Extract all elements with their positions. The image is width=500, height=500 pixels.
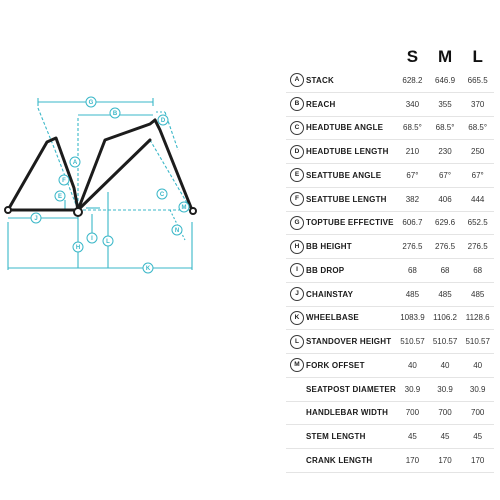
value-size-s: 606.7 [396, 211, 429, 235]
diagram-label-e [55, 191, 65, 201]
value-size-m: 629.6 [429, 211, 462, 235]
row-letter-badge: J [290, 287, 304, 301]
diagram-label-b [110, 108, 120, 118]
value-size-m: 276.5 [429, 235, 462, 259]
measurement-name: FORK OFFSET [306, 354, 396, 378]
value-size-l: 1128.6 [461, 306, 494, 330]
row-letter-cell [286, 211, 306, 235]
value-size-s: 68.5° [396, 116, 429, 140]
measurement-name: STACK [306, 69, 396, 92]
diagram-label-n [172, 225, 182, 235]
rear-axle [5, 207, 11, 213]
row-letter-cell [286, 354, 306, 378]
measurement-name: HANDLEBAR WIDTH [306, 401, 396, 425]
svg-text:N: N [174, 228, 180, 234]
front-axle [190, 208, 196, 214]
diagram-label-j [31, 213, 41, 223]
value-size-m: 1106.2 [429, 306, 462, 330]
value-size-m: 510.57 [429, 330, 462, 354]
table-row [286, 449, 494, 473]
row-letter-cell [286, 187, 306, 211]
measurement-name: BB DROP [306, 259, 396, 283]
value-size-s: 510.57 [396, 330, 429, 354]
row-letter-cell [286, 425, 306, 449]
measurement-name: STEM LENGTH [306, 425, 396, 449]
measurement-name: REACH [306, 92, 396, 116]
value-size-l: 40 [461, 354, 494, 378]
table-row [286, 116, 494, 140]
value-size-m: 485 [429, 282, 462, 306]
geometry-table-body [286, 69, 494, 472]
measurement-name: SEATPOST DIAMETER [306, 377, 396, 401]
row-letter-cell [286, 259, 306, 283]
diagram-label-d [158, 115, 168, 125]
svg-text:J: J [34, 216, 38, 222]
diagram-label-h [73, 242, 83, 252]
row-letter-badge: M [290, 358, 304, 372]
value-size-l: 444 [461, 187, 494, 211]
svg-text:I: I [91, 236, 93, 242]
svg-text:E: E [57, 194, 63, 200]
row-letter-cell [286, 282, 306, 306]
value-size-m: 68 [429, 259, 462, 283]
diagram-label-i [87, 233, 97, 243]
value-size-l: 45 [461, 425, 494, 449]
svg-text:G: G [88, 100, 94, 106]
row-letter-cell [286, 449, 306, 473]
value-size-l: 250 [461, 140, 494, 164]
svg-text:K: K [145, 266, 151, 272]
value-size-s: 382 [396, 187, 429, 211]
row-letter-badge: I [290, 263, 304, 277]
measurement-name: BB HEIGHT [306, 235, 396, 259]
table-row [286, 69, 494, 92]
geometry-table [286, 45, 494, 473]
row-letter-cell [286, 92, 306, 116]
value-size-l: 68 [461, 259, 494, 283]
value-size-l: 370 [461, 92, 494, 116]
header-spacer [286, 45, 306, 69]
value-size-m: 68.5° [429, 116, 462, 140]
table-row [286, 354, 494, 378]
row-letter-badge: A [290, 73, 304, 87]
row-letter-badge: F [290, 192, 304, 206]
row-letter-badge: E [290, 168, 304, 182]
svg-text:A: A [72, 160, 78, 166]
value-size-l: 170 [461, 449, 494, 473]
measurement-name: SEATTUBE ANGLE [306, 164, 396, 188]
row-letter-badge: H [290, 240, 304, 254]
svg-text:D: D [160, 118, 166, 124]
measurement-name: SEATTUBE LENGTH [306, 187, 396, 211]
table-row [286, 425, 494, 449]
value-size-s: 30.9 [396, 377, 429, 401]
value-size-l: 652.5 [461, 211, 494, 235]
measurement-name: HEADTUBE ANGLE [306, 116, 396, 140]
value-size-m: 30.9 [429, 377, 462, 401]
row-letter-cell [286, 140, 306, 164]
value-size-l: 30.9 [461, 377, 494, 401]
value-size-s: 40 [396, 354, 429, 378]
svg-text:M: M [181, 205, 187, 211]
value-size-m: 355 [429, 92, 462, 116]
value-size-s: 700 [396, 401, 429, 425]
diagram-label-f [59, 175, 69, 185]
value-size-m: 40 [429, 354, 462, 378]
diagram-label-a [70, 157, 80, 167]
row-letter-badge: D [290, 145, 304, 159]
diagram-label-l [103, 236, 113, 246]
svg-text:F: F [62, 178, 66, 184]
value-size-l: 68.5° [461, 116, 494, 140]
row-letter-badge: G [290, 216, 304, 230]
size-header-row [286, 45, 494, 69]
table-row [286, 306, 494, 330]
value-size-m: 45 [429, 425, 462, 449]
row-letter-badge: L [290, 335, 304, 349]
svg-text:L: L [106, 239, 110, 245]
value-size-s: 210 [396, 140, 429, 164]
table-row [286, 282, 494, 306]
diagram-label-m [179, 202, 189, 212]
value-size-s: 485 [396, 282, 429, 306]
value-size-m: 406 [429, 187, 462, 211]
measurement-name: CRANK LENGTH [306, 449, 396, 473]
value-size-l: 485 [461, 282, 494, 306]
row-letter-cell [286, 330, 306, 354]
value-size-s: 67° [396, 164, 429, 188]
value-size-m: 170 [429, 449, 462, 473]
value-size-s: 340 [396, 92, 429, 116]
table-row [286, 259, 494, 283]
row-letter-cell [286, 69, 306, 92]
svg-text:H: H [75, 245, 81, 251]
diagram-label-k [143, 263, 153, 273]
row-letter-cell [286, 377, 306, 401]
diagram-label-c [157, 189, 167, 199]
value-size-s: 276.5 [396, 235, 429, 259]
diagram-label-g [86, 97, 96, 107]
size-header-m: M [437, 47, 453, 66]
row-letter-badge: K [290, 311, 304, 325]
row-letter-cell [286, 164, 306, 188]
value-size-s: 45 [396, 425, 429, 449]
table-row [286, 330, 494, 354]
bottom-bracket [74, 208, 82, 216]
row-letter-cell [286, 235, 306, 259]
measurement-name: CHAINSTAY [306, 282, 396, 306]
value-size-m: 700 [429, 401, 462, 425]
table-row [286, 187, 494, 211]
value-size-s: 68 [396, 259, 429, 283]
table-row [286, 235, 494, 259]
table-row [286, 211, 494, 235]
size-header-l: L [472, 47, 483, 66]
header-spacer [306, 45, 396, 69]
value-size-l: 700 [461, 401, 494, 425]
table-row [286, 377, 494, 401]
value-size-s: 1083.9 [396, 306, 429, 330]
table-row [286, 401, 494, 425]
measurement-name: STANDOVER HEIGHT [306, 330, 396, 354]
row-letter-badge: B [290, 97, 304, 111]
table-row [286, 140, 494, 164]
value-size-m: 230 [429, 140, 462, 164]
value-size-s: 628.2 [396, 69, 429, 92]
row-letter-badge: C [290, 121, 304, 135]
row-letter-cell [286, 306, 306, 330]
value-size-l: 67° [461, 164, 494, 188]
table-row [286, 92, 494, 116]
svg-text:C: C [159, 192, 165, 198]
value-size-l: 276.5 [461, 235, 494, 259]
value-size-s: 170 [396, 449, 429, 473]
svg-text:B: B [112, 111, 118, 117]
measurement-name: HEADTUBE LENGTH [306, 140, 396, 164]
table-row [286, 164, 494, 188]
value-size-l: 510.57 [461, 330, 494, 354]
size-header-s: S [406, 47, 419, 66]
value-size-l: 665.5 [461, 69, 494, 92]
row-letter-cell [286, 401, 306, 425]
value-size-m: 67° [429, 164, 462, 188]
measurement-name: WHEELBASE [306, 306, 396, 330]
measurement-name: TOPTUBE EFFECTIVE [306, 211, 396, 235]
value-size-m: 646.9 [429, 69, 462, 92]
row-letter-cell [286, 116, 306, 140]
